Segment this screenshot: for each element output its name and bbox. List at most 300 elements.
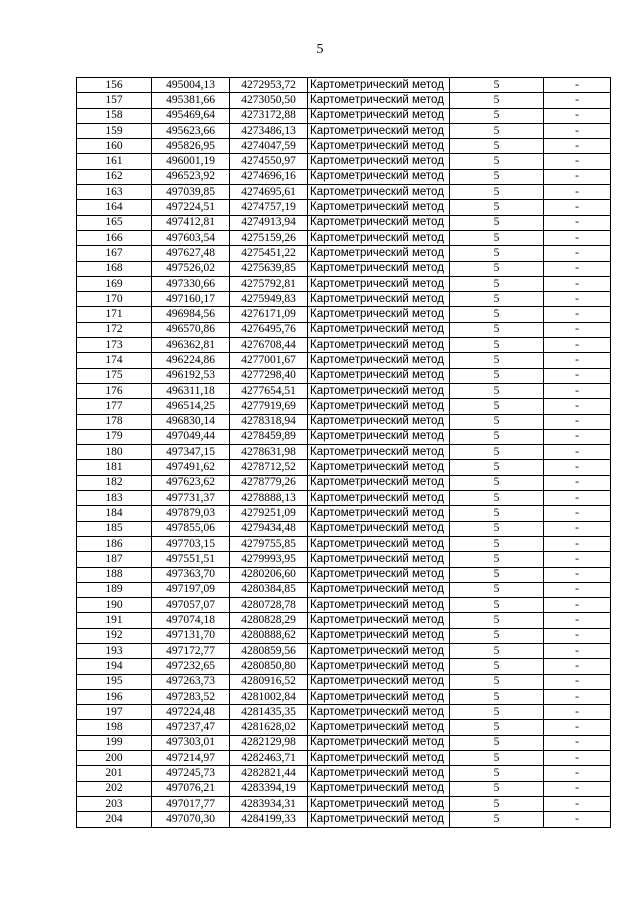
note-cell: - — [544, 628, 611, 643]
table-row — [77, 414, 611, 429]
y-coordinate-cell: 4280859,56 — [230, 643, 308, 658]
x-coordinate-cell: 497703,15 — [152, 536, 230, 551]
y-coordinate-cell: 4273050,50 — [230, 93, 308, 108]
x-coordinate-cell: 497237,47 — [152, 720, 230, 735]
x-coordinate-cell: 497627,48 — [152, 246, 230, 261]
y-coordinate-cell: 4275639,85 — [230, 261, 308, 276]
method-cell: Картометрический метод — [308, 766, 450, 781]
y-coordinate-cell: 4274757,19 — [230, 200, 308, 215]
point-number-cell: 196 — [77, 689, 152, 704]
table-row — [77, 399, 611, 414]
point-number-cell: 188 — [77, 567, 152, 582]
table-row — [77, 536, 611, 551]
table-row — [77, 674, 611, 689]
point-number-cell: 168 — [77, 261, 152, 276]
point-number-cell: 190 — [77, 598, 152, 613]
table-row — [77, 429, 611, 444]
note-cell: - — [544, 536, 611, 551]
method-cell: Картометрический метод — [308, 292, 450, 307]
note-cell: - — [544, 338, 611, 353]
note-cell: - — [544, 735, 611, 750]
y-coordinate-cell: 4275949,83 — [230, 292, 308, 307]
note-cell: - — [544, 582, 611, 597]
table-row — [77, 154, 611, 169]
x-coordinate-cell: 497623,62 — [152, 475, 230, 490]
x-coordinate-cell: 495623,66 — [152, 123, 230, 138]
x-coordinate-cell: 496001,19 — [152, 154, 230, 169]
note-cell: - — [544, 93, 611, 108]
note-cell: - — [544, 445, 611, 460]
table-row — [77, 338, 611, 353]
x-coordinate-cell: 497879,03 — [152, 506, 230, 521]
x-coordinate-cell: 497412,81 — [152, 215, 230, 230]
x-coordinate-cell: 497057,07 — [152, 598, 230, 613]
x-coordinate-cell: 497017,77 — [152, 796, 230, 811]
y-coordinate-cell: 4274695,61 — [230, 185, 308, 200]
method-cell: Картометрический метод — [308, 689, 450, 704]
y-coordinate-cell: 4273172,88 — [230, 108, 308, 123]
note-cell: - — [544, 169, 611, 184]
y-coordinate-cell: 4280850,80 — [230, 659, 308, 674]
note-cell: - — [544, 322, 611, 337]
table-row — [77, 185, 611, 200]
point-number-cell: 182 — [77, 475, 152, 490]
point-number-cell: 158 — [77, 108, 152, 123]
x-coordinate-cell: 497160,17 — [152, 292, 230, 307]
method-cell: Картометрический метод — [308, 475, 450, 490]
point-number-cell: 204 — [77, 812, 152, 827]
y-coordinate-cell: 4278888,13 — [230, 491, 308, 506]
method-cell: Картометрический метод — [308, 368, 450, 383]
y-coordinate-cell: 4276495,76 — [230, 322, 308, 337]
method-cell: Картометрический метод — [308, 154, 450, 169]
note-cell: - — [544, 154, 611, 169]
point-number-cell: 197 — [77, 705, 152, 720]
table-row — [77, 781, 611, 796]
accuracy-cell: 5 — [450, 154, 544, 169]
note-cell: - — [544, 674, 611, 689]
method-cell: Картометрический метод — [308, 796, 450, 811]
table-row — [77, 475, 611, 490]
accuracy-cell: 5 — [450, 521, 544, 536]
method-cell: Картометрический метод — [308, 720, 450, 735]
method-cell: Картометрический метод — [308, 185, 450, 200]
accuracy-cell: 5 — [450, 506, 544, 521]
point-number-cell: 198 — [77, 720, 152, 735]
point-number-cell: 173 — [77, 338, 152, 353]
y-coordinate-cell: 4282129,98 — [230, 735, 308, 750]
accuracy-cell: 5 — [450, 169, 544, 184]
table-row — [77, 812, 611, 827]
table-row — [77, 735, 611, 750]
table-row — [77, 598, 611, 613]
note-cell: - — [544, 383, 611, 398]
accuracy-cell: 5 — [450, 261, 544, 276]
table-row — [77, 659, 611, 674]
note-cell: - — [544, 307, 611, 322]
point-number-cell: 167 — [77, 246, 152, 261]
x-coordinate-cell: 497347,15 — [152, 445, 230, 460]
table-row — [77, 200, 611, 215]
table-row — [77, 93, 611, 108]
note-cell: - — [544, 460, 611, 475]
y-coordinate-cell: 4275792,81 — [230, 276, 308, 291]
accuracy-cell: 5 — [450, 383, 544, 398]
note-cell: - — [544, 552, 611, 567]
table-row — [77, 230, 611, 245]
y-coordinate-cell: 4280728,78 — [230, 598, 308, 613]
accuracy-cell: 5 — [450, 292, 544, 307]
method-cell: Картометрический метод — [308, 139, 450, 154]
point-number-cell: 166 — [77, 230, 152, 245]
method-cell: Картометрический метод — [308, 674, 450, 689]
x-coordinate-cell: 497263,73 — [152, 674, 230, 689]
table-row — [77, 383, 611, 398]
accuracy-cell: 5 — [450, 353, 544, 368]
x-coordinate-cell: 497070,30 — [152, 812, 230, 827]
accuracy-cell: 5 — [450, 399, 544, 414]
method-cell: Картометрический метод — [308, 735, 450, 750]
note-cell: - — [544, 689, 611, 704]
table-row — [77, 567, 611, 582]
note-cell: - — [544, 781, 611, 796]
method-cell: Картометрический метод — [308, 567, 450, 582]
x-coordinate-cell: 497074,18 — [152, 613, 230, 628]
accuracy-cell: 5 — [450, 215, 544, 230]
note-cell: - — [544, 567, 611, 582]
y-coordinate-cell: 4275451,22 — [230, 246, 308, 261]
table-row — [77, 582, 611, 597]
method-cell: Картометрический метод — [308, 261, 450, 276]
point-number-cell: 178 — [77, 414, 152, 429]
accuracy-cell: 5 — [450, 751, 544, 766]
point-number-cell: 174 — [77, 353, 152, 368]
note-cell: - — [544, 399, 611, 414]
note-cell: - — [544, 812, 611, 827]
point-number-cell: 177 — [77, 399, 152, 414]
method-cell: Картометрический метод — [308, 246, 450, 261]
method-cell: Картометрический метод — [308, 643, 450, 658]
table-row — [77, 353, 611, 368]
table-row — [77, 108, 611, 123]
note-cell: - — [544, 215, 611, 230]
x-coordinate-cell: 497330,66 — [152, 276, 230, 291]
point-number-cell: 171 — [77, 307, 152, 322]
table-row — [77, 613, 611, 628]
method-cell: Картометрический метод — [308, 200, 450, 215]
note-cell: - — [544, 705, 611, 720]
point-number-cell: 156 — [77, 78, 152, 93]
note-cell: - — [544, 353, 611, 368]
accuracy-cell: 5 — [450, 108, 544, 123]
accuracy-cell: 5 — [450, 628, 544, 643]
point-number-cell: 170 — [77, 292, 152, 307]
method-cell: Картометрический метод — [308, 93, 450, 108]
note-cell: - — [544, 368, 611, 383]
x-coordinate-cell: 496311,18 — [152, 383, 230, 398]
method-cell: Картометрический метод — [308, 521, 450, 536]
table-row — [77, 292, 611, 307]
y-coordinate-cell: 4281002,84 — [230, 689, 308, 704]
method-cell: Картометрический метод — [308, 353, 450, 368]
note-cell: - — [544, 613, 611, 628]
y-coordinate-cell: 4277654,51 — [230, 383, 308, 398]
table-row — [77, 460, 611, 475]
y-coordinate-cell: 4282463,71 — [230, 751, 308, 766]
accuracy-cell: 5 — [450, 598, 544, 613]
y-coordinate-cell: 4277001,67 — [230, 353, 308, 368]
table-row — [77, 169, 611, 184]
note-cell: - — [544, 796, 611, 811]
x-coordinate-cell: 497232,65 — [152, 659, 230, 674]
note-cell: - — [544, 521, 611, 536]
method-cell: Картометрический метод — [308, 598, 450, 613]
accuracy-cell: 5 — [450, 552, 544, 567]
note-cell: - — [544, 720, 611, 735]
note-cell: - — [544, 751, 611, 766]
note-cell: - — [544, 276, 611, 291]
note-cell: - — [544, 123, 611, 138]
x-coordinate-cell: 496362,81 — [152, 338, 230, 353]
note-cell: - — [544, 200, 611, 215]
point-number-cell: 184 — [77, 506, 152, 521]
accuracy-cell: 5 — [450, 812, 544, 827]
note-cell: - — [544, 246, 611, 261]
accuracy-cell: 5 — [450, 307, 544, 322]
y-coordinate-cell: 4280888,62 — [230, 628, 308, 643]
y-coordinate-cell: 4284199,33 — [230, 812, 308, 827]
y-coordinate-cell: 4274550,97 — [230, 154, 308, 169]
x-coordinate-cell: 496984,56 — [152, 307, 230, 322]
y-coordinate-cell: 4283934,31 — [230, 796, 308, 811]
accuracy-cell: 5 — [450, 429, 544, 444]
point-number-cell: 176 — [77, 383, 152, 398]
accuracy-cell: 5 — [450, 582, 544, 597]
x-coordinate-cell: 497214,97 — [152, 751, 230, 766]
method-cell: Картометрический метод — [308, 812, 450, 827]
accuracy-cell: 5 — [450, 276, 544, 291]
method-cell: Картометрический метод — [308, 582, 450, 597]
coordinates-table-body — [77, 78, 611, 828]
x-coordinate-cell: 495004,13 — [152, 78, 230, 93]
accuracy-cell: 5 — [450, 705, 544, 720]
method-cell: Картометрический метод — [308, 536, 450, 551]
point-number-cell: 160 — [77, 139, 152, 154]
accuracy-cell: 5 — [450, 139, 544, 154]
y-coordinate-cell: 4275159,26 — [230, 230, 308, 245]
y-coordinate-cell: 4280206,60 — [230, 567, 308, 582]
accuracy-cell: 5 — [450, 123, 544, 138]
x-coordinate-cell: 496830,14 — [152, 414, 230, 429]
accuracy-cell: 5 — [450, 689, 544, 704]
x-coordinate-cell: 496224,86 — [152, 353, 230, 368]
y-coordinate-cell: 4281628,02 — [230, 720, 308, 735]
accuracy-cell: 5 — [450, 781, 544, 796]
coordinates-table — [76, 77, 611, 828]
x-coordinate-cell: 497049,44 — [152, 429, 230, 444]
method-cell: Картометрический метод — [308, 123, 450, 138]
method-cell: Картометрический метод — [308, 506, 450, 521]
method-cell: Картометрический метод — [308, 781, 450, 796]
page-number: 5 — [316, 42, 324, 57]
method-cell: Картометрический метод — [308, 78, 450, 93]
point-number-cell: 181 — [77, 460, 152, 475]
x-coordinate-cell: 497131,70 — [152, 628, 230, 643]
x-coordinate-cell: 496514,25 — [152, 399, 230, 414]
accuracy-cell: 5 — [450, 659, 544, 674]
x-coordinate-cell: 497172,77 — [152, 643, 230, 658]
note-cell: - — [544, 429, 611, 444]
note-cell: - — [544, 414, 611, 429]
table-row — [77, 445, 611, 460]
table-row — [77, 628, 611, 643]
table-row — [77, 261, 611, 276]
table-row — [77, 689, 611, 704]
table-row — [77, 368, 611, 383]
y-coordinate-cell: 4280916,52 — [230, 674, 308, 689]
method-cell: Картометрический метод — [308, 460, 450, 475]
y-coordinate-cell: 4279251,09 — [230, 506, 308, 521]
point-number-cell: 169 — [77, 276, 152, 291]
point-number-cell: 162 — [77, 169, 152, 184]
x-coordinate-cell: 495469,64 — [152, 108, 230, 123]
x-coordinate-cell: 497551,51 — [152, 552, 230, 567]
y-coordinate-cell: 4278459,89 — [230, 429, 308, 444]
accuracy-cell: 5 — [450, 475, 544, 490]
table-row — [77, 322, 611, 337]
x-coordinate-cell: 496523,92 — [152, 169, 230, 184]
table-row — [77, 643, 611, 658]
accuracy-cell: 5 — [450, 246, 544, 261]
y-coordinate-cell: 4278631,98 — [230, 445, 308, 460]
note-cell: - — [544, 475, 611, 490]
method-cell: Картометрический метод — [308, 751, 450, 766]
method-cell: Картометрический метод — [308, 322, 450, 337]
table-row — [77, 123, 611, 138]
y-coordinate-cell: 4274047,59 — [230, 139, 308, 154]
y-coordinate-cell: 4273486,13 — [230, 123, 308, 138]
x-coordinate-cell: 497363,70 — [152, 567, 230, 582]
x-coordinate-cell: 497855,06 — [152, 521, 230, 536]
y-coordinate-cell: 4277298,40 — [230, 368, 308, 383]
method-cell: Картометрический метод — [308, 429, 450, 444]
accuracy-cell: 5 — [450, 720, 544, 735]
point-number-cell: 183 — [77, 491, 152, 506]
y-coordinate-cell: 4272953,72 — [230, 78, 308, 93]
y-coordinate-cell: 4274696,16 — [230, 169, 308, 184]
method-cell: Картометрический метод — [308, 628, 450, 643]
note-cell: - — [544, 598, 611, 613]
method-cell: Картометрический метод — [308, 108, 450, 123]
point-number-cell: 199 — [77, 735, 152, 750]
note-cell: - — [544, 506, 611, 521]
method-cell: Картометрический метод — [308, 383, 450, 398]
table-row — [77, 491, 611, 506]
x-coordinate-cell: 497245,73 — [152, 766, 230, 781]
x-coordinate-cell: 497224,51 — [152, 200, 230, 215]
method-cell: Картометрический метод — [308, 230, 450, 245]
point-number-cell: 193 — [77, 643, 152, 658]
table-row — [77, 215, 611, 230]
point-number-cell: 161 — [77, 154, 152, 169]
method-cell: Картометрический метод — [308, 307, 450, 322]
table-row — [77, 796, 611, 811]
point-number-cell: 163 — [77, 185, 152, 200]
y-coordinate-cell: 4280384,85 — [230, 582, 308, 597]
point-number-cell: 159 — [77, 123, 152, 138]
x-coordinate-cell: 497039,85 — [152, 185, 230, 200]
accuracy-cell: 5 — [450, 200, 544, 215]
accuracy-cell: 5 — [450, 567, 544, 582]
y-coordinate-cell: 4277919,69 — [230, 399, 308, 414]
method-cell: Картометрический метод — [308, 169, 450, 184]
accuracy-cell: 5 — [450, 78, 544, 93]
y-coordinate-cell: 4279434,48 — [230, 521, 308, 536]
accuracy-cell: 5 — [450, 536, 544, 551]
method-cell: Картометрический метод — [308, 445, 450, 460]
y-coordinate-cell: 4274913,94 — [230, 215, 308, 230]
x-coordinate-cell: 496192,53 — [152, 368, 230, 383]
method-cell: Картометрический метод — [308, 613, 450, 628]
note-cell: - — [544, 261, 611, 276]
accuracy-cell: 5 — [450, 613, 544, 628]
point-number-cell: 194 — [77, 659, 152, 674]
x-coordinate-cell: 495826,95 — [152, 139, 230, 154]
note-cell: - — [544, 139, 611, 154]
point-number-cell: 195 — [77, 674, 152, 689]
table-row — [77, 720, 611, 735]
table-row — [77, 552, 611, 567]
accuracy-cell: 5 — [450, 735, 544, 750]
table-row — [77, 78, 611, 93]
note-cell: - — [544, 659, 611, 674]
note-cell: - — [544, 108, 611, 123]
table-row — [77, 705, 611, 720]
point-number-cell: 189 — [77, 582, 152, 597]
accuracy-cell: 5 — [450, 338, 544, 353]
x-coordinate-cell: 496570,86 — [152, 322, 230, 337]
note-cell: - — [544, 230, 611, 245]
accuracy-cell: 5 — [450, 322, 544, 337]
accuracy-cell: 5 — [450, 368, 544, 383]
accuracy-cell: 5 — [450, 460, 544, 475]
note-cell: - — [544, 491, 611, 506]
method-cell: Картометрический метод — [308, 552, 450, 567]
point-number-cell: 200 — [77, 751, 152, 766]
method-cell: Картометрический метод — [308, 705, 450, 720]
note-cell: - — [544, 78, 611, 93]
y-coordinate-cell: 4281435,35 — [230, 705, 308, 720]
accuracy-cell: 5 — [450, 491, 544, 506]
table-row — [77, 506, 611, 521]
method-cell: Картометрический метод — [308, 659, 450, 674]
table-row — [77, 307, 611, 322]
note-cell: - — [544, 643, 611, 658]
point-number-cell: 192 — [77, 628, 152, 643]
accuracy-cell: 5 — [450, 445, 544, 460]
x-coordinate-cell: 497603,54 — [152, 230, 230, 245]
y-coordinate-cell: 4278779,26 — [230, 475, 308, 490]
point-number-cell: 165 — [77, 215, 152, 230]
accuracy-cell: 5 — [450, 414, 544, 429]
note-cell: - — [544, 766, 611, 781]
y-coordinate-cell: 4278712,52 — [230, 460, 308, 475]
point-number-cell: 201 — [77, 766, 152, 781]
method-cell: Картометрический метод — [308, 338, 450, 353]
y-coordinate-cell: 4282821,44 — [230, 766, 308, 781]
x-coordinate-cell: 497303,01 — [152, 735, 230, 750]
x-coordinate-cell: 497224,48 — [152, 705, 230, 720]
